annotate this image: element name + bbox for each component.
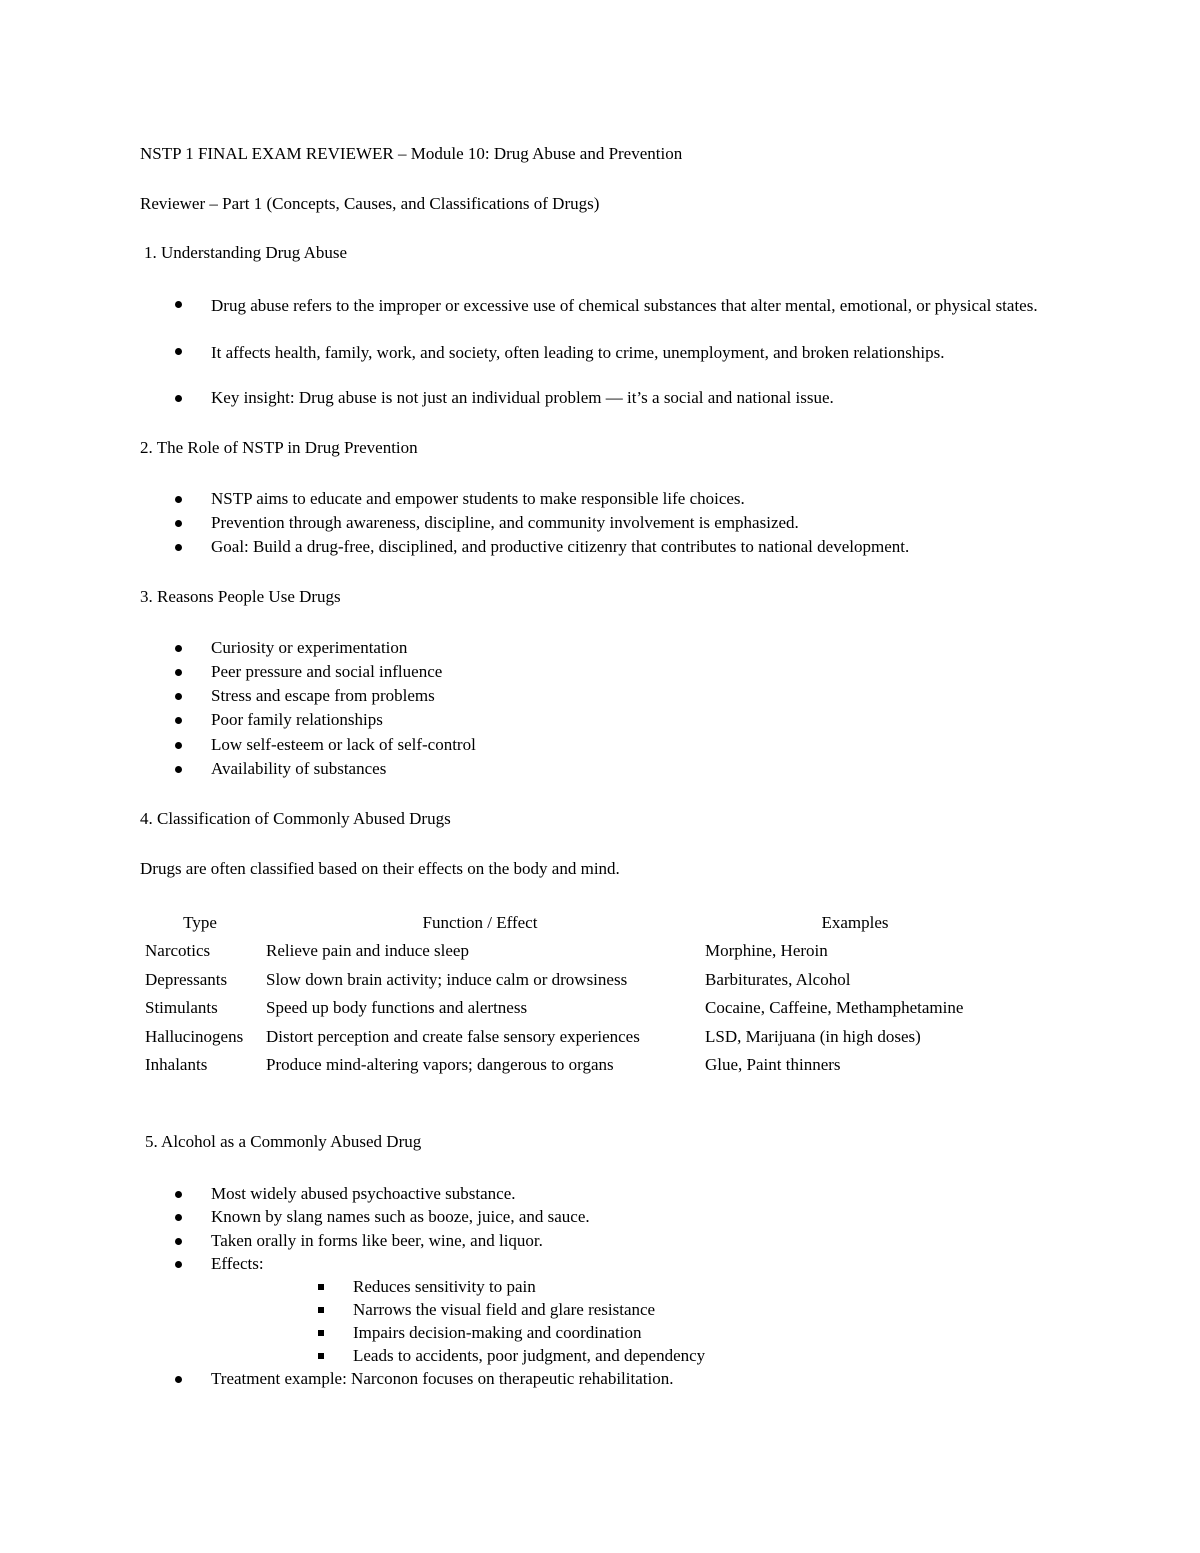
cell-function: Distort perception and create false sensory experiences bbox=[266, 1026, 640, 1046]
drug-classification-table bbox=[140, 908, 1011, 1079]
cell-function: Speed up body functions and alertness bbox=[266, 998, 528, 1018]
list-item-text: Stress and escape from problems bbox=[211, 686, 435, 705]
table-row bbox=[140, 937, 1011, 966]
section-1-heading: 1. Understanding Drug Abuse bbox=[144, 243, 348, 262]
list-item-text: Low self-esteem or lack of self-control bbox=[211, 735, 476, 754]
column-header-function: Function / Effect bbox=[422, 912, 538, 932]
bullet-icon bbox=[175, 645, 182, 652]
sublist-item-text: Impairs decision-making and coordination bbox=[353, 1323, 642, 1342]
cell-type: Depressants bbox=[145, 969, 228, 989]
bullet-icon bbox=[175, 1261, 182, 1268]
bullet-icon bbox=[175, 717, 182, 724]
list-item-text: It affects health, family, work, and society, often leading to crime, unemployment, and broken relationships. bbox=[211, 343, 945, 362]
cell-examples: Barbiturates, Alcohol bbox=[705, 969, 851, 989]
table-row bbox=[140, 994, 1011, 1023]
document-title: NSTP 1 FINAL EXAM REVIEWER – Module 10: Drug Abuse and Prevention bbox=[140, 144, 683, 163]
list-item-text: Availability of substances bbox=[211, 759, 387, 778]
table-row bbox=[140, 1022, 1011, 1051]
list-item-text: Taken orally in forms like beer, wine, and liquor. bbox=[211, 1231, 543, 1250]
table-row bbox=[140, 1051, 1011, 1080]
bullet-icon bbox=[175, 395, 182, 402]
bullet-icon bbox=[175, 496, 182, 503]
cell-function: Produce mind-altering vapors; dangerous to organs bbox=[266, 1055, 614, 1075]
table-row bbox=[140, 965, 1011, 994]
bullet-icon bbox=[175, 742, 182, 749]
cell-examples: Glue, Paint thinners bbox=[705, 1055, 841, 1075]
cell-function: Slow down brain activity; induce calm or drowsiness bbox=[266, 969, 628, 989]
bullet-icon bbox=[175, 669, 182, 676]
section-4-heading: 4. Classification of Commonly Abused Drugs bbox=[140, 809, 451, 828]
document-subtitle: Reviewer – Part 1 (Concepts, Causes, and Classifications of Drugs) bbox=[140, 194, 600, 213]
square-bullet-icon bbox=[318, 1307, 324, 1313]
table-header-row bbox=[140, 908, 1011, 937]
section-2-heading: 2. The Role of NSTP in Drug Prevention bbox=[140, 438, 418, 457]
sublist-item-text: Reduces sensitivity to pain bbox=[353, 1277, 536, 1296]
bullet-icon bbox=[175, 1376, 182, 1383]
section-3-heading: 3. Reasons People Use Drugs bbox=[140, 587, 341, 606]
square-bullet-icon bbox=[318, 1330, 324, 1336]
list-item-text: Effects: bbox=[211, 1254, 264, 1273]
square-bullet-icon bbox=[318, 1284, 324, 1290]
section-4-intro: Drugs are often classified based on their effects on the body and mind. bbox=[140, 859, 620, 878]
column-header-examples: Examples bbox=[821, 912, 889, 932]
list-item-text: Treatment example: Narconon focuses on therapeutic rehabilitation. bbox=[211, 1369, 674, 1388]
bullet-icon bbox=[175, 544, 182, 551]
cell-examples: LSD, Marijuana (in high doses) bbox=[705, 1026, 921, 1046]
bullet-icon bbox=[175, 1238, 182, 1245]
cell-type: Narcotics bbox=[145, 941, 211, 961]
column-header-type: Type bbox=[183, 912, 217, 932]
sublist-item-text: Narrows the visual field and glare resistance bbox=[353, 1300, 656, 1319]
bullet-icon bbox=[175, 693, 182, 700]
list-item-text: NSTP aims to educate and empower students to make responsible life choices. bbox=[211, 489, 745, 508]
bullet-icon bbox=[175, 301, 182, 308]
sublist-item-text: Leads to accidents, poor judgment, and dependency bbox=[353, 1346, 706, 1365]
section-5-heading: 5. Alcohol as a Commonly Abused Drug bbox=[145, 1132, 422, 1151]
list-item-text: Curiosity or experimentation bbox=[211, 638, 408, 657]
list-item-text: Goal: Build a drug-free, disciplined, and productive citizenry that contributes to national development. bbox=[211, 537, 910, 556]
list-item-text: Known by slang names such as booze, juice, and sauce. bbox=[211, 1207, 590, 1226]
list-item-text: Poor family relationships bbox=[211, 710, 383, 729]
list-item-text: Peer pressure and social influence bbox=[211, 662, 443, 681]
cell-type: Inhalants bbox=[145, 1055, 208, 1075]
list-item-text: Prevention through awareness, discipline, and community involvement is emphasized. bbox=[211, 513, 799, 532]
bullet-icon bbox=[175, 520, 182, 527]
cell-examples: Morphine, Heroin bbox=[705, 941, 828, 961]
bullet-icon bbox=[175, 1191, 182, 1198]
bullet-icon bbox=[175, 1214, 182, 1221]
square-bullet-icon bbox=[318, 1353, 324, 1359]
list-item-text: Most widely abused psychoactive substance. bbox=[211, 1184, 516, 1203]
cell-type: Stimulants bbox=[145, 998, 218, 1018]
cell-type: Hallucinogens bbox=[145, 1026, 244, 1046]
bullet-icon bbox=[175, 348, 182, 355]
cell-function: Relieve pain and induce sleep bbox=[266, 941, 469, 961]
list-item-text: Key insight: Drug abuse is not just an individual problem — it’s a social and national issue. bbox=[211, 388, 834, 407]
bullet-icon bbox=[175, 766, 182, 773]
list-item-text: Drug abuse refers to the improper or excessive use of chemical substances that alter mental, emotional, or physical states. bbox=[211, 296, 1038, 315]
cell-examples: Cocaine, Caffeine, Methamphetamine bbox=[705, 998, 964, 1018]
